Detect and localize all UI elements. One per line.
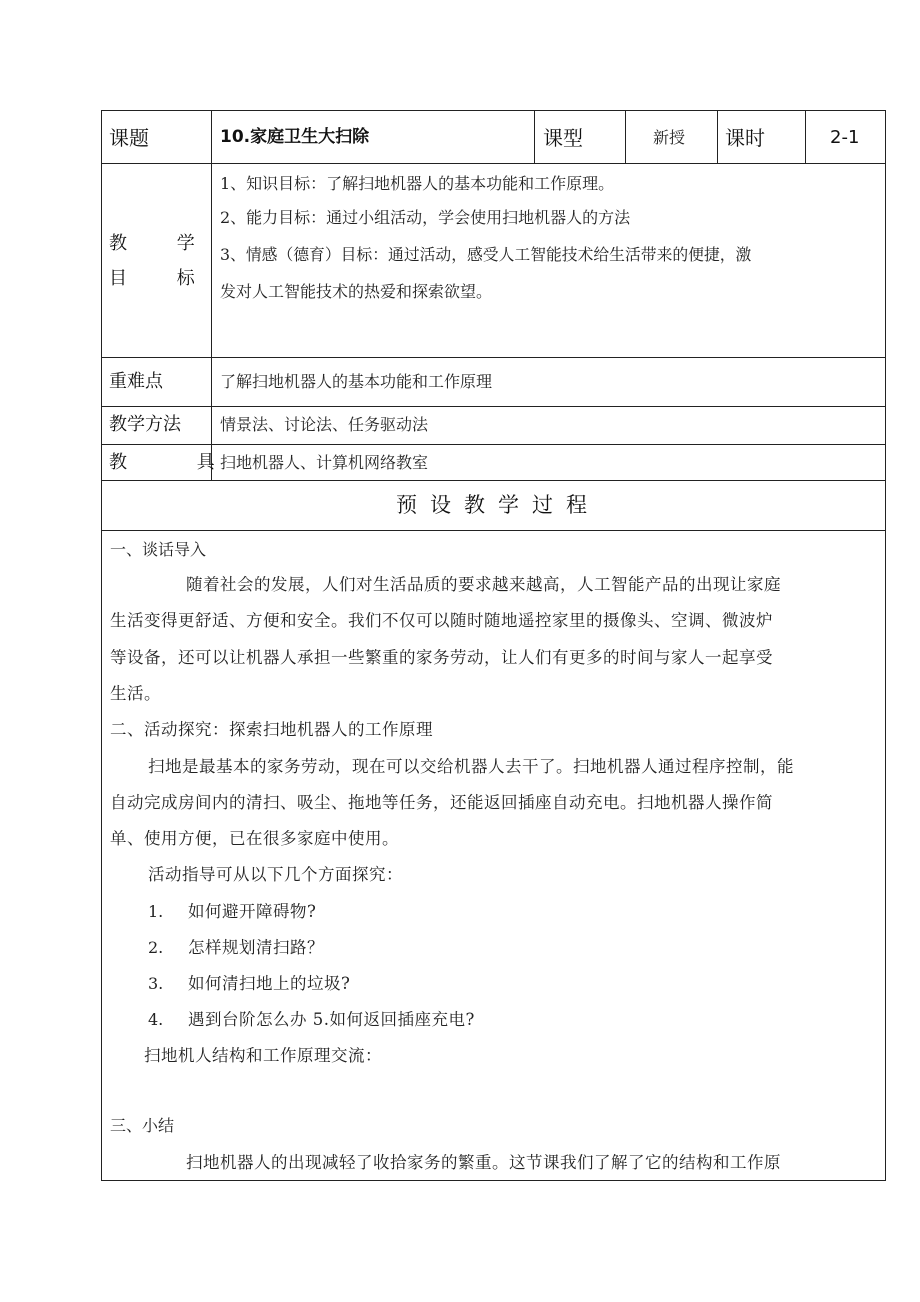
column-divider [534,110,535,163]
question-number: 4. [148,1010,164,1029]
type-value: 新授 [653,128,686,147]
type-label: 课型 [543,126,583,150]
question-number: 3. [148,974,164,993]
goals-label-2: 目 标 [109,268,217,289]
goals-label-1: 教 学 [109,233,217,254]
goal-line: 1、知识目标：了解扫地机器人的基本功能和工作原理。 [220,174,615,193]
tools-label: 教 具 [109,452,247,473]
topic-value: 10.家庭卫生大扫除 [220,127,370,147]
paragraph-line: 生活变得更舒适、方便和安全。我们不仅可以随时随地遥控家里的摄像头、空调、微波炉 [110,611,773,630]
question-text: 如何清扫地上的垃圾? [188,974,351,993]
goal-line: 3、情感（德育）目标：通过活动，感受人工智能技术给生活带来的便捷，激 [220,245,752,264]
row-divider [101,357,886,358]
column-divider [211,110,212,480]
goal-line: 2、能力目标：通过小组活动，学会使用扫地机器人的方法 [220,208,631,227]
row-divider [101,406,886,407]
paragraph-line: 自动完成房间内的清扫、吸尘、拖地等任务，还能返回插座自动充电。扫地机器人操作简 [110,793,773,812]
tools-value: 扫地机器人、计算机网络教室 [220,453,429,472]
question-text: 遇到台阶怎么办 5.如何返回插座充电? [188,1010,475,1029]
methods-value: 情景法、讨论法、任务驱动法 [220,415,429,434]
section-heading: 二、活动探究：探索扫地机器人的工作原理 [110,720,433,739]
row-divider [101,163,886,164]
column-divider [805,110,806,163]
goal-line: 发对人工智能技术的热爱和探索欲望。 [220,282,493,301]
paragraph-line: 单、使用方便，已在很多家庭中使用。 [110,829,399,848]
row-divider [101,530,886,531]
paragraph-line: 扫地是最基本的家务劳动，现在可以交给机器人去干了。扫地机器人通过程序控制，能 [148,757,794,776]
paragraph-line: 随着社会的发展，人们对生活品质的要求越来越高，人工智能产品的出现让家庭 [186,575,781,594]
key-points-label: 重难点 [109,371,163,392]
topic-label: 课题 [109,126,149,150]
row-divider [101,480,886,481]
exchange-text: 扫地机人结构和工作原理交流： [144,1046,382,1065]
hours-label: 课时 [725,126,765,150]
guide-text: 活动指导可从以下几个方面探究： [148,865,403,884]
paragraph-line: 生活。 [110,684,161,703]
section-heading: 一、谈话导入 [110,540,207,559]
question-number: 1. [148,902,164,921]
column-divider [717,110,718,163]
question-number: 2. [148,938,164,957]
paragraph-line: 等设备，还可以让机器人承担一些繁重的家务劳动，让人们有更多的时间与家人一起享受 [110,648,773,667]
methods-label: 教学方法 [109,414,181,435]
section-heading: 三、小结 [110,1116,175,1135]
process-title: 预设教学过程 [396,493,600,517]
question-text: 怎样规划清扫路？ [188,938,324,957]
column-divider [625,110,626,163]
question-text: 如何避开障碍物? [188,902,317,921]
key-points-value: 了解扫地机器人的基本功能和工作原理 [220,372,493,391]
hours-value: 2-1 [830,127,860,148]
row-divider [101,444,886,445]
paragraph-line: 扫地机器人的出现减轻了收拾家务的繁重。这节课我们了解了它的结构和工作原 [186,1153,781,1172]
